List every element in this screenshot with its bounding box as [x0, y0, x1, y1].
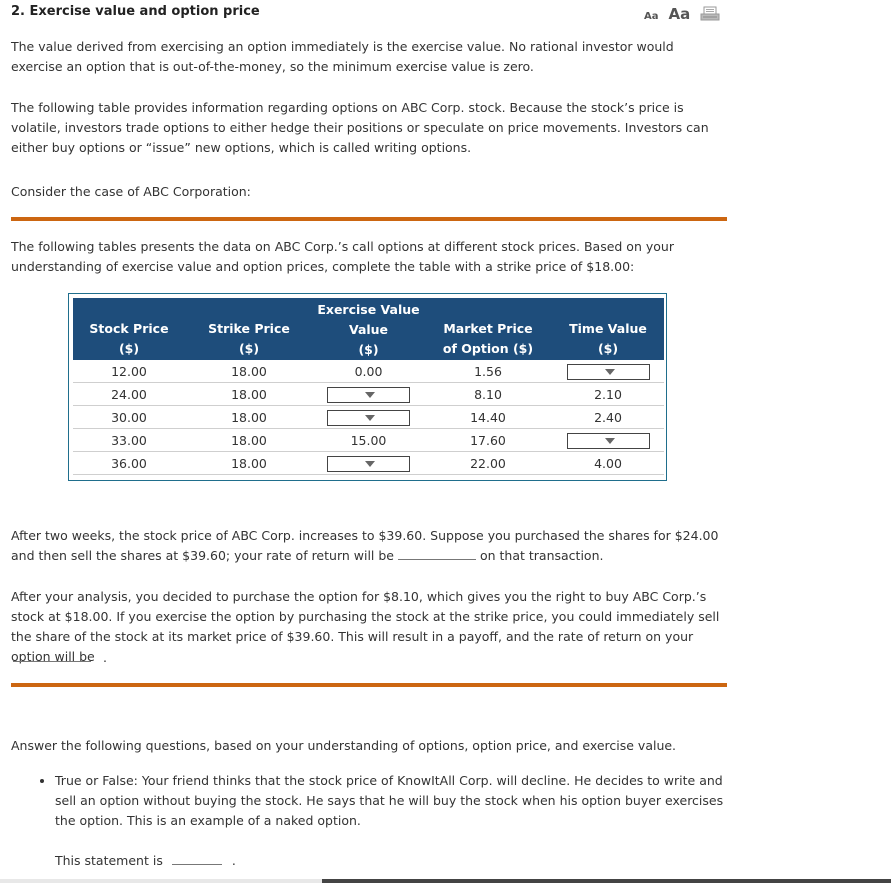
option-return-answer-line: . [13, 649, 107, 665]
market-price-cell: 22.00 [424, 452, 552, 475]
exercise-value-cell: 0.00 [313, 360, 424, 383]
time-value-cell [552, 360, 664, 383]
table-row [73, 429, 664, 452]
stock-price-cell: 12.00 [73, 360, 185, 383]
stock-price-cell: 24.00 [73, 383, 185, 406]
stock-price-cell: 33.00 [73, 429, 185, 452]
true-false-blank[interactable] [172, 852, 222, 865]
rate-of-return-stock-blank[interactable] [398, 547, 476, 560]
exercise-value-dropdown[interactable] [327, 456, 410, 472]
options-table-container [68, 293, 667, 481]
exercise-value-cell [313, 452, 424, 475]
header-market-price: Market Price of Option ($) [424, 298, 552, 360]
chevron-down-icon [365, 415, 375, 421]
time-value-dropdown[interactable] [567, 364, 650, 380]
header-time-value: Time Value ($) [552, 298, 664, 360]
header-strike-price: Strike Price ($) [185, 298, 313, 360]
table-row [73, 406, 664, 429]
table-intro-text: The following tables presents the data on ABC Corp.’s call options at different stock prices. Based on your understanding of exercise value and option prices, complete the table with a strike price of $18.00: [11, 239, 674, 274]
option-return-paragraph: After your analysis, you decided to purchase the option for $8.10, which gives you the right to buy ABC Corp.’s stock at $18.00. If you exercise the option by purchasing the stock at the strike price, you could immediately sell the share of the stock at its market price of $39.60. This will result in a payoff, and the rate of return on your option will be [11, 589, 720, 664]
strike-price-cell: 18.00 [185, 383, 313, 406]
table-row [73, 360, 664, 383]
chevron-down-icon [365, 392, 375, 398]
strike-price-cell: 18.00 [185, 429, 313, 452]
section-divider [11, 683, 727, 687]
market-price-cell: 1.56 [424, 360, 552, 383]
question-title: 2. Exercise value and option price [11, 4, 260, 19]
time-value-cell: 4.00 [552, 452, 664, 475]
options-table [73, 298, 664, 475]
font-size-small-button[interactable]: Aa [644, 11, 659, 22]
header-stock-price: Stock Price ($) [73, 298, 185, 360]
exercise-value-dropdown[interactable] [327, 387, 410, 403]
rate-of-return-option-blank[interactable] [13, 649, 91, 662]
intro-paragraph-1: The value derived from exercising an option immediately is the exercise value. No rational investor would exercise an option that is out-of-the-money, so the minimum exercise value is zero. [11, 39, 674, 74]
time-value-cell: 2.10 [552, 383, 664, 406]
time-value-cell [552, 429, 664, 452]
exercise-value-cell [313, 406, 424, 429]
stock-price-cell: 36.00 [73, 452, 185, 475]
true-false-statement: This statement is . [55, 853, 236, 868]
toolbar [644, 3, 720, 23]
table-row [73, 452, 664, 475]
intro-paragraph-2: The following table provides information regarding options on ABC Corp. stock. Because the stock’s price is volatile, investors trade options to either hedge their positions or speculate on price movements. Investors can either buy options or “issue” new options, which is called writing options. [11, 100, 709, 155]
question-list [11, 771, 727, 831]
chevron-down-icon [605, 438, 615, 444]
list-item: • True or False: Your friend thinks that the stock price of KnowItAll Corp. will decline. He decides to write and sell an option without buying the stock. He says that he will buy the stock when his option buyer exercises the option. This is an example of a naked option. [55, 771, 727, 831]
time-value-cell: 2.40 [552, 406, 664, 429]
market-price-cell: 14.40 [424, 406, 552, 429]
font-size-large-button[interactable]: Aa [668, 5, 691, 23]
chevron-down-icon [605, 369, 615, 375]
stock-price-cell: 30.00 [73, 406, 185, 429]
time-value-dropdown[interactable] [567, 433, 650, 449]
strike-price-cell: 18.00 [185, 452, 313, 475]
horizontal-scrollbar[interactable] [0, 879, 891, 883]
return-question-paragraph: After two weeks, the stock price of ABC Corp. increases to $39.60. Suppose you purchased the shares for $24.00 and then sell the shares at $39.60; your rate of return will be on that transaction. [11, 528, 719, 563]
exercise-value-dropdown[interactable] [327, 410, 410, 426]
intro-paragraph-3: Consider the case of ABC Corporation: [11, 184, 251, 199]
print-icon[interactable] [700, 6, 720, 22]
exercise-value-cell [313, 383, 424, 406]
questions-intro: Answer the following questions, based on your understanding of options, option price, and exercise value. [11, 738, 677, 753]
strike-price-cell: 18.00 [185, 406, 313, 429]
section-divider [11, 217, 727, 221]
market-price-cell: 17.60 [424, 429, 552, 452]
scrollbar-thumb[interactable] [322, 879, 891, 883]
chevron-down-icon [365, 461, 375, 467]
market-price-cell: 8.10 [424, 383, 552, 406]
exercise-value-cell: 15.00 [313, 429, 424, 452]
table-row [73, 383, 664, 406]
header-exercise-value: Exercise Value Value ($) [313, 298, 424, 360]
strike-price-cell: 18.00 [185, 360, 313, 383]
